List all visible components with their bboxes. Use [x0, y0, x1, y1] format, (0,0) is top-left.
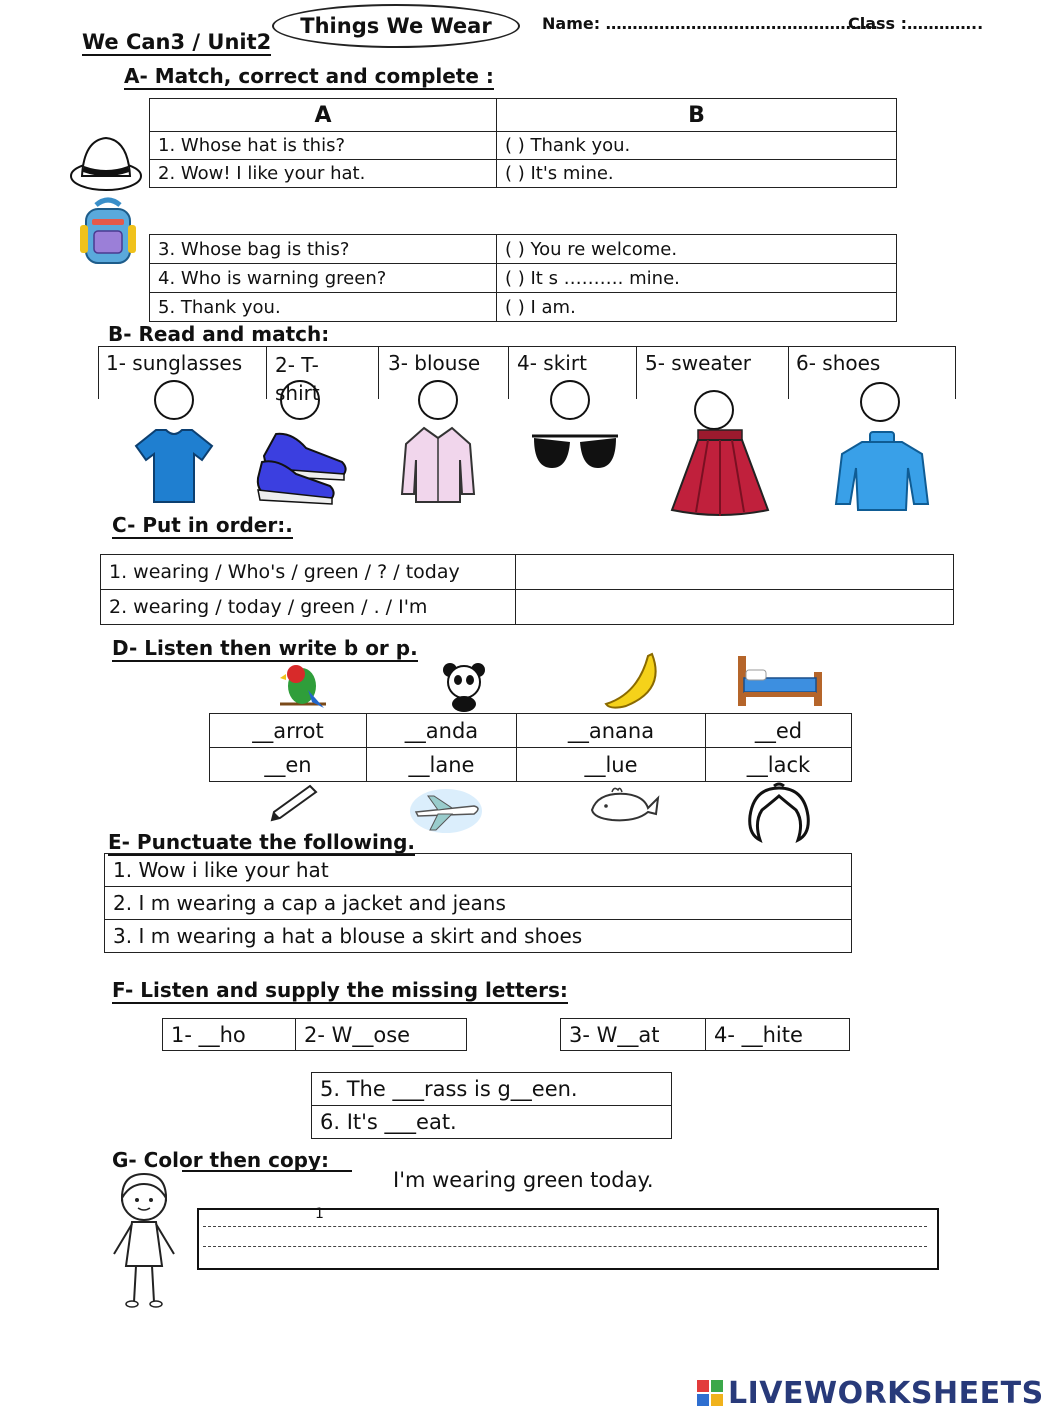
- hat-icon: [68, 132, 144, 194]
- letters-cell[interactable]: 2- W__ose: [296, 1019, 467, 1051]
- col-b-header: B: [497, 99, 897, 132]
- punctuate-table: [104, 853, 852, 953]
- match-a-cell: 2. Wow! I like your hat.: [150, 160, 497, 188]
- word-sunglasses: 1- sunglasses: [106, 351, 243, 375]
- phonics-cell[interactable]: __lane: [367, 748, 517, 782]
- col-a-header: A: [150, 99, 497, 132]
- section-f-heading: F- Listen and supply the missing letters:: [112, 978, 568, 1002]
- sweater-icon: [834, 430, 930, 512]
- match-a-cell: 1. Whose hat is this?: [150, 132, 497, 160]
- title-oval: [272, 4, 520, 48]
- letters-cell[interactable]: 5. The ___rass is g__een.: [312, 1073, 672, 1106]
- punctuate-row[interactable]: 2. I m wearing a cap a jacket and jeans: [105, 887, 852, 920]
- answer-circle[interactable]: [154, 380, 194, 420]
- skirt-icon: [668, 428, 772, 516]
- letters-cell[interactable]: 4- __hite: [706, 1019, 850, 1051]
- section-c-heading: C- Put in order:.: [112, 513, 293, 537]
- section-g-heading: G- Color then copy:: [112, 1148, 330, 1172]
- letters-cell[interactable]: 3- W__at: [561, 1019, 706, 1051]
- match-a-cell: 4. Who is warning green?: [150, 264, 497, 293]
- phonics-cell[interactable]: __arrot: [210, 714, 367, 748]
- backpack-icon: [78, 197, 138, 267]
- girl-icon: [102, 1170, 186, 1310]
- match-b-cell[interactable]: ( ) It's mine.: [497, 160, 897, 188]
- punctuate-row[interactable]: 3. I m wearing a hat a blouse a skirt and shoes: [105, 920, 852, 953]
- letters-cell[interactable]: 1- __ho: [163, 1019, 296, 1051]
- sneakers-icon: [256, 428, 350, 508]
- parrot-icon: [276, 662, 330, 712]
- phonics-cell[interactable]: __lack: [706, 748, 852, 782]
- letters-box-3: [311, 1072, 672, 1139]
- section-a-heading: A- Match, correct and complete :: [124, 64, 494, 88]
- name-label: Name: ……………………………………………: [542, 14, 878, 33]
- whale-icon: [588, 784, 660, 828]
- course-label: We Can3 / Unit2: [82, 30, 272, 54]
- order-answer[interactable]: [516, 555, 954, 590]
- blouse-icon: [398, 424, 478, 506]
- phonics-table: [209, 713, 852, 782]
- hair-icon: [744, 782, 814, 844]
- order-answer[interactable]: [516, 590, 954, 625]
- class-label: Class :…………..: [848, 14, 984, 33]
- answer-circle[interactable]: [550, 380, 590, 420]
- liveworksheets-logo-icon: [697, 1380, 725, 1408]
- answer-circle[interactable]: [694, 390, 734, 430]
- sunglasses-icon: [528, 428, 622, 474]
- heading-underline: [182, 1170, 352, 1172]
- phonics-cell[interactable]: __anana: [517, 714, 706, 748]
- plane-icon: [408, 786, 484, 836]
- panda-icon: [438, 660, 492, 712]
- phonics-cell[interactable]: __anda: [367, 714, 517, 748]
- word-skirt: 4- skirt: [517, 351, 587, 375]
- copy-sentence: I'm wearing green today.: [393, 1168, 654, 1192]
- letters-cell[interactable]: 6. It's ___eat.: [312, 1106, 672, 1139]
- section-e-heading: E- Punctuate the following.: [108, 830, 416, 854]
- phonics-cell[interactable]: __ed: [706, 714, 852, 748]
- section-b-heading: B- Read and match:: [108, 322, 330, 346]
- copy-box[interactable]: [197, 1208, 939, 1270]
- match-b-cell[interactable]: ( ) It s ………. mine.: [497, 264, 897, 293]
- match-b-cell[interactable]: ( ) I am.: [497, 293, 897, 322]
- match-table-2: [149, 234, 897, 322]
- match-table-1: [149, 98, 897, 188]
- bed-icon: [734, 652, 826, 710]
- liveworksheets-brand: LIVEWORKSHEETS: [728, 1376, 1044, 1411]
- word-tshirt: 2- T-shirt: [275, 353, 320, 405]
- order-table: [100, 554, 954, 625]
- word-sweater: 5- sweater: [645, 351, 752, 375]
- letters-box-2: [560, 1018, 850, 1051]
- answer-circle[interactable]: [280, 380, 320, 420]
- order-prompt: 2. wearing / today / green / . / I'm: [101, 590, 516, 625]
- match-a-cell: 5. Thank you.: [150, 293, 497, 322]
- word-blouse: 3- blouse: [388, 351, 481, 375]
- phonics-cell[interactable]: __lue: [517, 748, 706, 782]
- answer-circle[interactable]: [860, 382, 900, 422]
- tshirt-icon: [134, 426, 214, 506]
- banana-icon: [602, 650, 664, 712]
- words-strip: [98, 346, 956, 405]
- phonics-cell[interactable]: __en: [210, 748, 367, 782]
- page-title: Things We Wear: [300, 14, 492, 38]
- pen-icon: [266, 782, 318, 822]
- punctuate-row[interactable]: 1. Wow i like your hat: [105, 854, 852, 887]
- letters-box-1: [162, 1018, 467, 1051]
- order-prompt: 1. wearing / Who's / green / ? / today: [101, 555, 516, 590]
- answer-circle[interactable]: [418, 380, 458, 420]
- line-number: 1: [315, 1206, 324, 1222]
- match-b-cell[interactable]: ( ) You re welcome.: [497, 235, 897, 264]
- section-d-heading: D- Listen then write b or p.: [112, 636, 418, 660]
- match-a-cell: 3. Whose bag is this?: [150, 235, 497, 264]
- match-b-cell[interactable]: ( ) Thank you.: [497, 132, 897, 160]
- word-shoes: 6- shoes: [796, 351, 881, 375]
